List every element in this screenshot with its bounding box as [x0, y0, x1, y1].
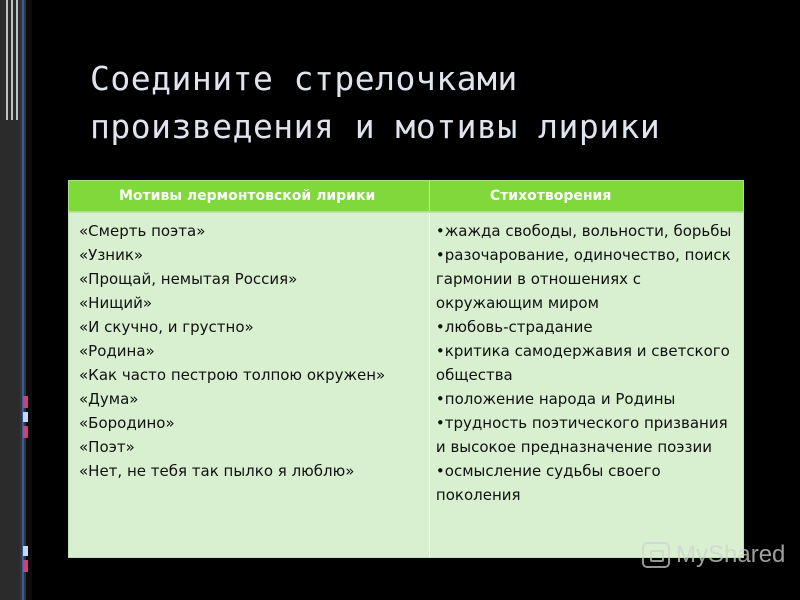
table-header-row: [68, 180, 744, 212]
pink-marker: [23, 426, 28, 438]
poem-item: «Дума»: [79, 390, 139, 408]
title-line-2: произведения и мотивы лирики: [90, 107, 661, 146]
motive-item: •трудность поэтического призвания и высокое предназначение поэзии: [435, 414, 728, 456]
pink-marker: [23, 560, 28, 572]
poem-item: «Родина»: [79, 342, 155, 360]
motive-item: •любовь-страдание: [435, 318, 593, 336]
motives-list: [430, 213, 743, 557]
poem-item: «И скучно, и грустно»: [79, 318, 254, 336]
watermark: [642, 540, 785, 570]
poem-item: «Нет, не тебя так пылко я люблю»: [79, 462, 355, 480]
top-left-decoration: [0, 0, 32, 120]
header-poems: Стихотворения: [489, 188, 612, 204]
table-body: [68, 212, 744, 558]
poem-item: «Бородино»: [79, 414, 175, 432]
light-marker: [23, 546, 28, 556]
poems-list: [69, 213, 430, 557]
poem-item: «Узник»: [79, 246, 144, 264]
pink-marker: [23, 396, 28, 408]
title-line-1: Соедините стрелочками: [90, 59, 518, 98]
motive-item: •осмысление судьбы своего поколения: [435, 462, 661, 504]
left-decorative-bar: [0, 0, 32, 600]
slide-title: [90, 55, 770, 151]
motive-item: •критика самодержавия и светского общества: [435, 342, 730, 384]
poem-item: «Поэт»: [79, 438, 135, 456]
motive-item: •положение народа и Родины: [435, 390, 676, 408]
motive-item: •разочарование, одиночество, поиск гармонии в отношениях с окружающим миром: [435, 246, 731, 312]
poem-item: «Смерть поэта»: [79, 222, 206, 240]
blue-accent-line: [22, 0, 24, 600]
poem-item: «Прощай, немытая Россия»: [79, 270, 298, 288]
poem-item: «Нищий»: [79, 294, 153, 312]
header-motives: Мотивы лермонтовской лирики: [69, 181, 430, 211]
watermark-text: MyShared: [676, 541, 786, 568]
light-marker: [23, 412, 28, 422]
poem-item: «Как часто пестрою толпою окружен»: [79, 366, 386, 384]
slide-area: [32, 0, 800, 600]
myshared-logo-icon: [642, 542, 670, 568]
motive-item: •жажда свободы, вольности, борьбы: [435, 222, 732, 240]
